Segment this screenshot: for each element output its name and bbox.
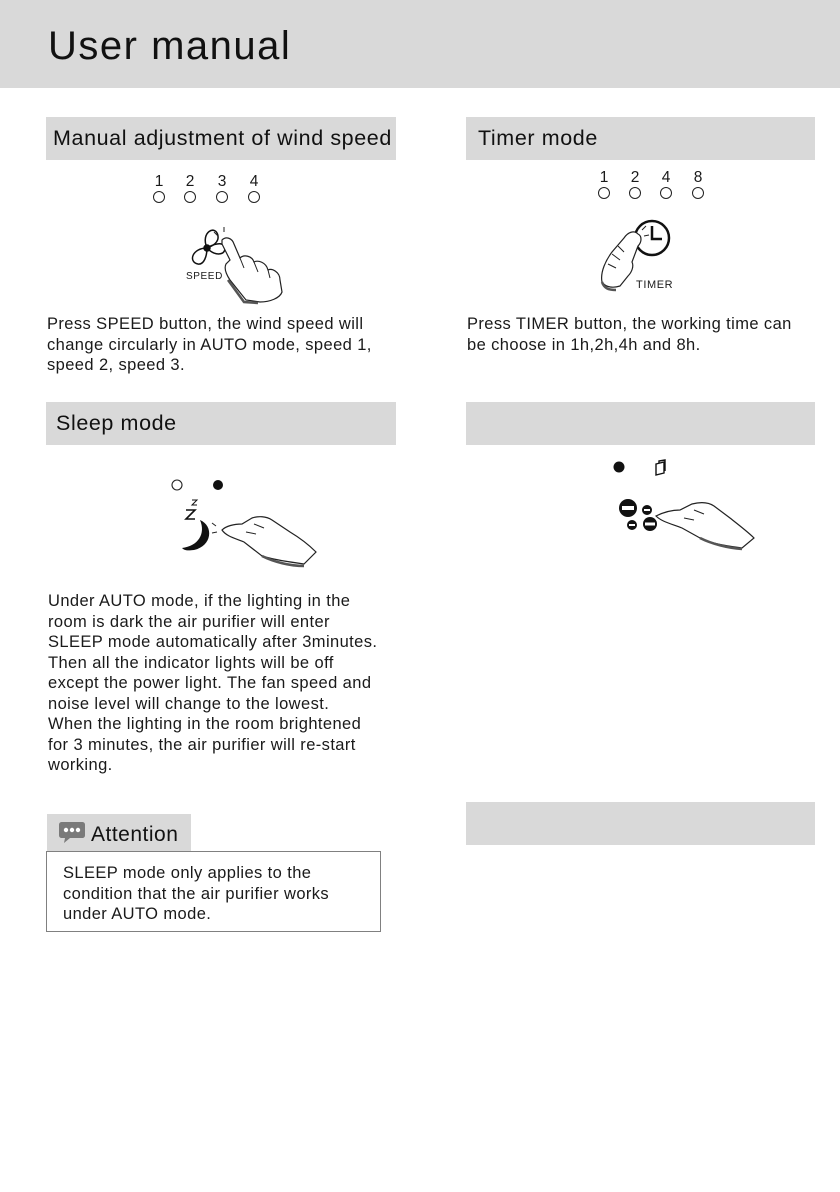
sleep-description-line: Under AUTO mode, if the lighting in the — [48, 592, 351, 610]
timer-indicator — [690, 170, 706, 199]
page-header — [0, 0, 840, 88]
child-lock-illustration — [612, 458, 757, 548]
timer-indicator-label: 1 — [599, 169, 609, 186]
lock-icon — [656, 460, 665, 475]
timer-description-text: Press TIMER button, the working time can be choose in 1h,2h,4h and 8h. — [467, 315, 792, 354]
timer-indicator — [658, 170, 674, 199]
speed-indicator-label: 1 — [154, 173, 164, 190]
timer-section-header — [466, 117, 815, 160]
timer-indicator-label: 4 — [661, 169, 671, 186]
sleep-description-line: except the power light. The fan speed and — [48, 674, 372, 692]
hand-icon — [214, 227, 282, 303]
speed-indicator — [151, 174, 167, 203]
blank-section-header — [466, 802, 815, 845]
hand-icon — [656, 503, 754, 549]
sleep-description — [48, 591, 428, 776]
timer-indicator-label: 8 — [693, 169, 703, 186]
timer-section-title: Timer mode — [478, 126, 598, 150]
hand-icon — [212, 517, 316, 566]
sleep-button-illustration — [170, 476, 320, 576]
speed-indicator-label: 2 — [185, 173, 195, 190]
speed-description-text: Press SPEED button, the wind speed will change circularly in AUTO mode, speed 1, speed 2, speed 3. — [47, 315, 372, 374]
speed-indicator-label: 4 — [249, 173, 259, 190]
attention-text: SLEEP mode only applies to the condition that the air purifier works under AUTO mode. — [63, 864, 330, 923]
indicator-light — [598, 187, 610, 199]
sleep-description-line: SLEEP mode automatically after 3minutes. — [48, 633, 378, 651]
speech-bubble-icon — [58, 820, 86, 844]
sleep-description-line: room is dark the air purifier will enter — [48, 612, 330, 631]
sleep-indicator-on — [213, 480, 223, 490]
page-title: User manual — [48, 24, 292, 68]
indicator-light — [216, 191, 228, 203]
timer-description — [467, 314, 812, 355]
sleep-description-line: Then all the indicator lights will be off — [48, 653, 334, 672]
speed-section-header — [46, 117, 396, 160]
speed-indicator — [246, 174, 262, 203]
sleep-section-header — [46, 402, 396, 445]
indicator-light — [248, 191, 260, 203]
indicator-light — [153, 191, 165, 203]
speed-indicator-label: 3 — [217, 173, 227, 190]
attention-tab — [47, 814, 191, 852]
timer-button-label: TIMER — [636, 279, 674, 291]
timer-indicator — [627, 170, 643, 199]
indicator-light — [692, 187, 704, 199]
sleep-description-line: working. — [48, 756, 113, 774]
timer-indicator-label: 2 — [630, 169, 640, 186]
speed-button-illustration — [180, 218, 300, 303]
attention-box — [46, 851, 381, 932]
speed-description — [47, 314, 417, 376]
speed-section-title: Manual adjustment of wind speed — [53, 126, 392, 150]
indicator-light — [184, 191, 196, 203]
speed-indicator — [182, 174, 198, 203]
indicator-light — [660, 187, 672, 199]
zz-icon — [186, 500, 197, 519]
lock-indicator-on — [614, 462, 625, 473]
sleep-section-title: Sleep mode — [56, 411, 177, 435]
sleep-description-line: When the lighting in the room brightened — [48, 715, 362, 733]
attention-label: Attention — [91, 823, 179, 846]
child-lock-section-header — [466, 402, 815, 445]
sleep-indicator-off — [172, 480, 182, 490]
moon-icon — [182, 520, 209, 550]
sleep-description-line: noise level will change to the lowest. — [48, 694, 330, 713]
speed-indicator — [214, 174, 230, 203]
minus-buttons-icon — [619, 499, 657, 531]
timer-indicator — [596, 170, 612, 199]
indicator-light — [629, 187, 641, 199]
sleep-description-line: for 3 minutes, the air purifier will re-start — [48, 735, 356, 754]
fan-icon — [192, 230, 224, 264]
speed-button-label: SPEED — [186, 271, 223, 282]
